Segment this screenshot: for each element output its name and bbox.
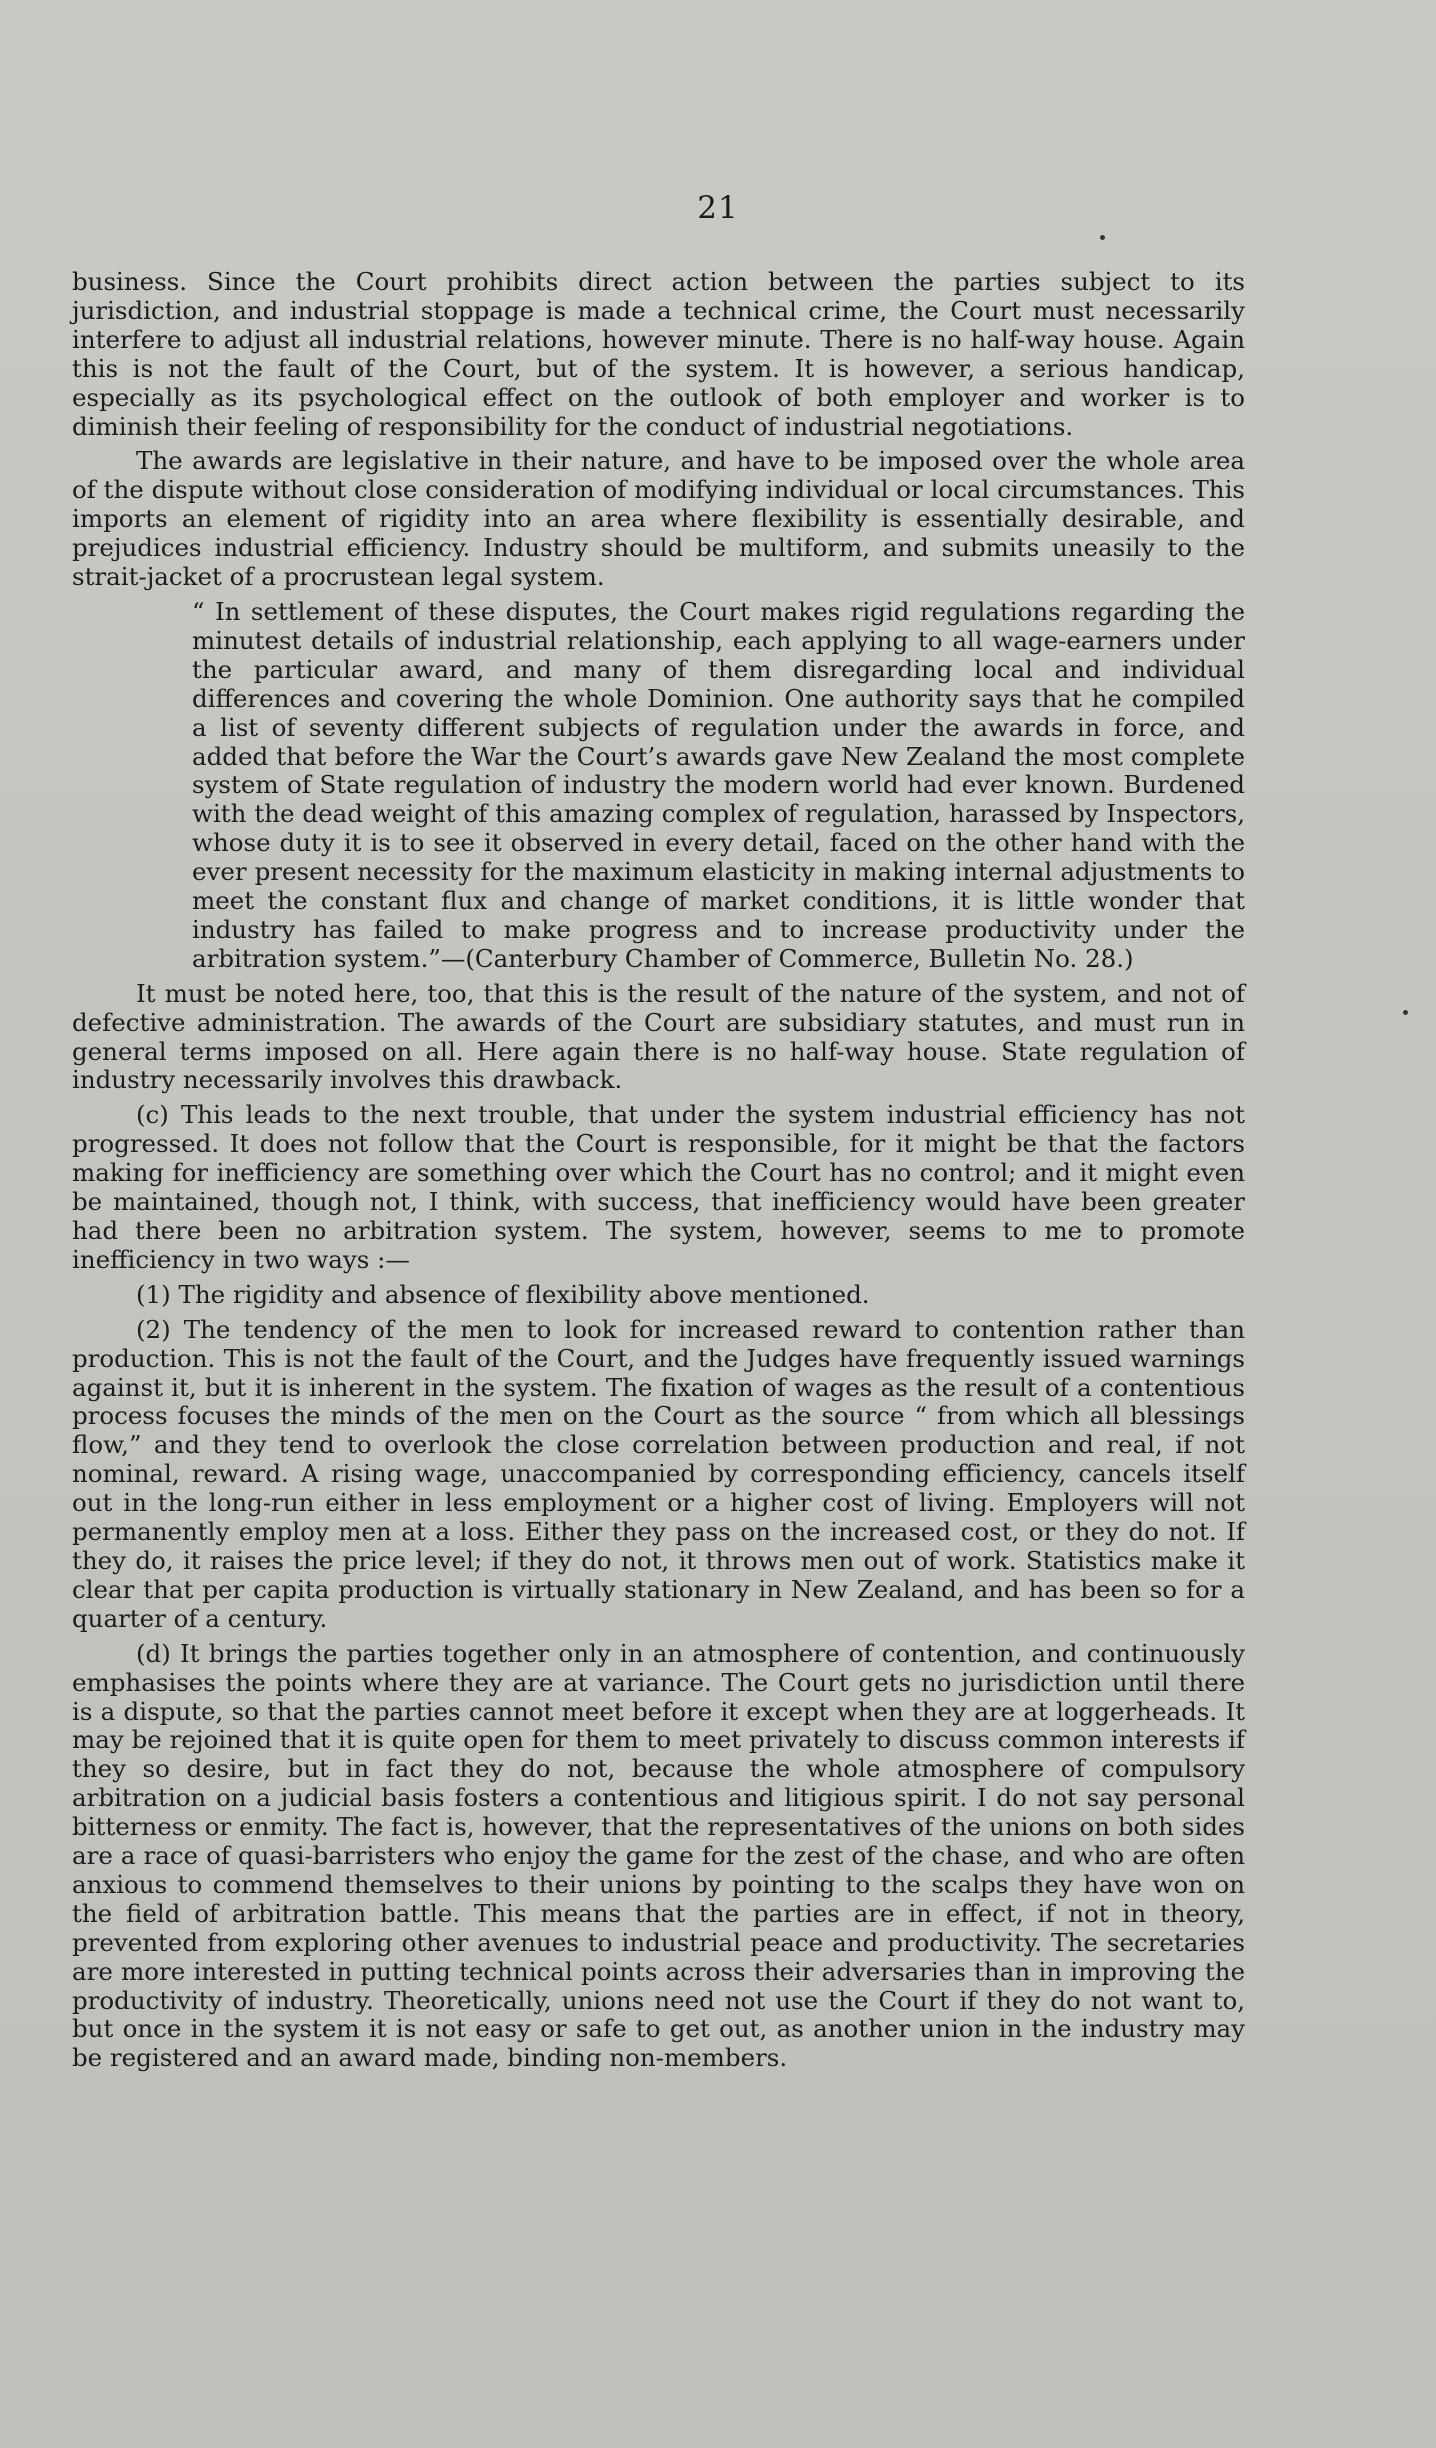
paragraph: business. Since the Court prohibits direct action between the parties subject to its jurisdiction, and industrial stoppage is made a technical crime, the Court must necessarily interfere to adjust all industrial relations, however minute. There is no half-way house. Again this is not the fault of the Court, but of the system. It is however, a serious handicap, especially as its psychological effect on the outlook of both employer and worker is to diminish their feeling of responsibility for the conduct of industrial negotiations. bbox=[72, 267, 1245, 441]
paper-speck bbox=[1100, 235, 1105, 240]
paragraph: (d) It brings the parties together only in an atmosphere of contention, and continuously emphasises the points where they are at variance. The Court gets no jurisdiction until there is a dispute, so that the parties cannot meet before it except when they are at loggerheads. It may be rejoined that it is quite open for them to meet privately to discuss common interests if they so desire, but in fact they do not, because the whole atmosphere of compulsory arbitration on a judicial basis fosters a contentious and litigious spirit. I do not say personal bitterness or enmity. The fact is, however, that the representatives of the unions on both sides are a race of quasi-barristers who enjoy the game for the zest of the chase, and who are often anxious to commend themselves to their unions by pointing to the scalps they have won on the field of arbitration battle. This means that the parties are in effect, if not in theory, prevented from exploring other avenues to industrial peace and productivity. The secretaries are more interested in putting technical points across their adversaries than in improving the productivity of industry. Theoretically, unions need not use the Court if they do not want to, but once in the system it is not easy or safe to get out, as another union in the industry may be registered and an award made, binding non-members. bbox=[72, 1638, 1245, 2073]
paragraph: (2) The tendency of the men to look for increased reward to contention rather than production. This is not the fault of the Court, and the Judges have frequently issued warnings against it, but it is inherent in the system. The fixation of wages as the result of a contentious process focuses the minds of the men on the Court as the source “ from which all blessings flow,” and they tend to overlook the close correlation between production and real, if not nominal, reward. A rising wage, unaccompanied by corresponding efficiency, cancels itself out in the long-run either in less employment or a higher cost of living. Employers will not permanently employ men at a loss. Either they pass on the increased cost, or they do not. If they do, it raises the price level; if they do not, it throws men out of work. Statistics make it clear that per capita production is virtually stationary in New Zealand, and has been so for a quarter of a century. bbox=[72, 1314, 1245, 1633]
paragraph: (1) The rigidity and absence of flexibility above mentioned. bbox=[136, 1279, 870, 1309]
paragraph: It must be noted here, too, that this is the result of the nature of the system, and not of defective administration. The awards of the Court are subsidiary statutes, and must run in general terms imposed on all. Here again there is no half-way house. State regulation of industry necessarily involves this drawback. bbox=[72, 978, 1245, 1095]
body-text bbox=[72, 268, 1245, 2079]
paragraph: (c) This leads to the next trouble, that under the system industrial efficiency has not progressed. It does not follow that the Court is responsible, for it might be that the factors making for inefficiency are something over which the Court has no control; and it might even be maintained, though not, I think, with success, that inefficiency would have been greater had there been no arbitration system. The system, however, seems to me to promote inefficiency in two ways :— bbox=[72, 1100, 1245, 1274]
paper-speck bbox=[1403, 1010, 1408, 1015]
page-number: 21 bbox=[697, 190, 739, 226]
paragraph: The awards are legislative in their nature, and have to be imposed over the whole area of the dispute without close consideration of modifying individual or local circumstances. This imports an element of rigidity into an area where flexibility is essentially desirable, and prejudices industrial efficiency. Industry should be multiform, and submits uneasily to the strait-jacket of a procrustean legal system. bbox=[72, 446, 1245, 592]
block-quote: “ In settlement of these disputes, the Court makes rigid regulations regarding the minutest details of industrial relationship, each applying to all wage-earners under the particular award, and many of them disregarding local and individual differences and covering the whole Dominion. One authority says that he compiled a list of seventy different subjects of regulation under the awards in force, and added that before the War the Court’s awards gave New Zealand the most complete system of State regulation of industry the modern world had ever known. Burdened with the dead weight of this amazing complex of regulation, harassed by Inspectors, whose duty it is to see it observed in every detail, faced on the other hand with the ever present necessity for the maximum elasticity in making internal adjustments to meet the constant flux and change of market conditions, it is little wonder that industry has failed to make progress and to increase productivity under the arbitration system.”—(Canterbury Chamber of Commerce, Bulletin No. 28.) bbox=[192, 596, 1245, 973]
